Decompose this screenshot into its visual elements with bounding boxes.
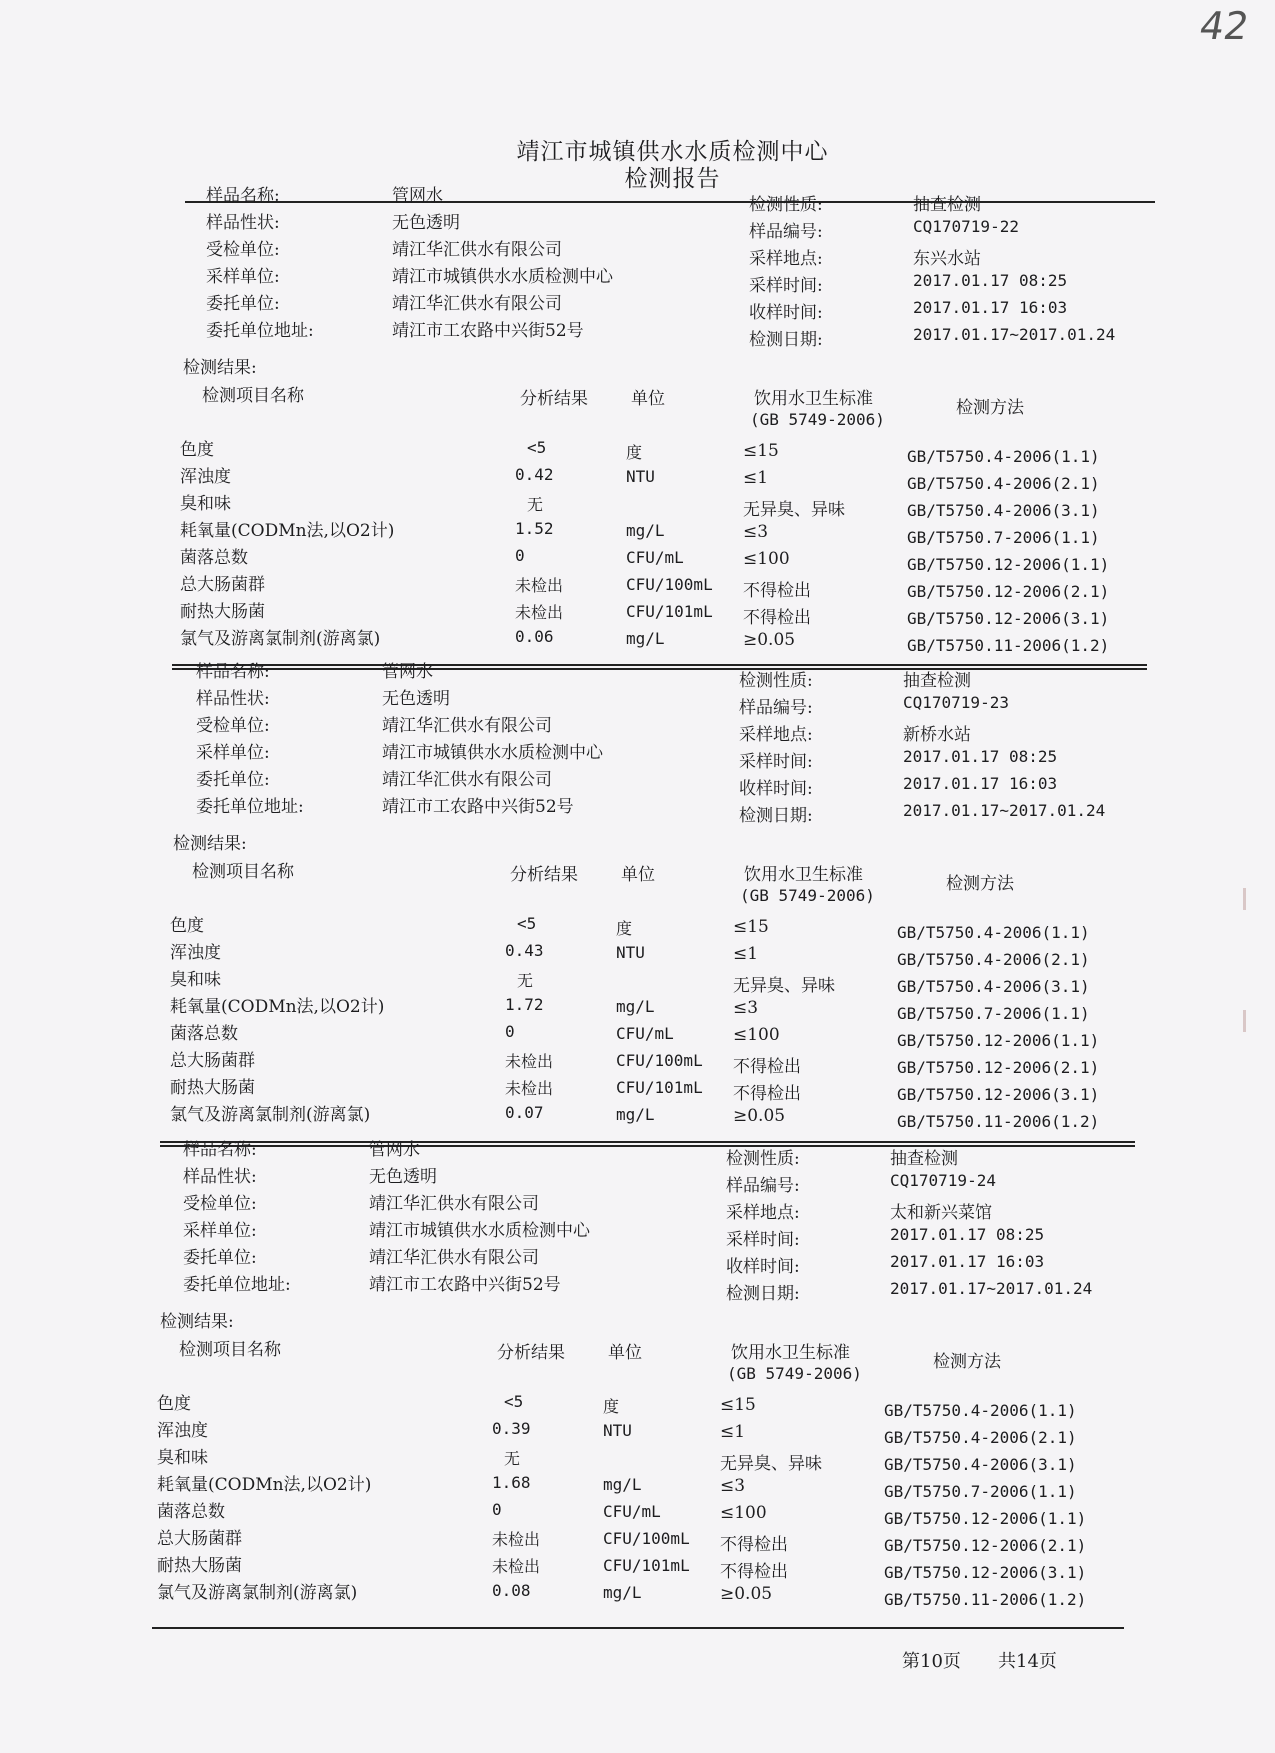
col-header-standard-ref: (GB 5749-2006) (750, 410, 885, 429)
item-name: 耗氧量(CODMn法,以O2计) (180, 521, 395, 541)
item-name: 耗氧量(CODMn法,以O2计) (157, 1475, 372, 1495)
sampling-site-value: 东兴水站 (913, 249, 981, 269)
client-address-value: 靖江市工农路中兴街52号 (382, 797, 574, 817)
receipt-time-value: 2017.01.17 16:03 (913, 298, 1068, 317)
sampling-unit-label: 采样单位: (196, 743, 270, 763)
item-result: 0.43 (505, 941, 544, 960)
inspected-unit-value: 靖江华汇供水有限公司 (392, 240, 562, 260)
item-name: 色度 (157, 1394, 191, 1414)
item-result: <5 (527, 438, 547, 457)
col-header-result: 分析结果 (497, 1343, 565, 1363)
test-date-value: 2017.01.17~2017.01.24 (913, 325, 1116, 344)
handwritten-page-note: 42 (1196, 4, 1253, 48)
item-name: 臭和味 (157, 1448, 208, 1468)
client-unit-label: 委托单位: (183, 1248, 257, 1268)
item-result: <5 (517, 914, 537, 933)
col-header-standard-ref: (GB 5749-2006) (727, 1364, 862, 1383)
document-subtitle: 检测报告 (624, 166, 721, 192)
client-unit-value: 靖江华汇供水有限公司 (369, 1248, 539, 1268)
col-header-result: 分析结果 (510, 865, 578, 885)
footer-rule (152, 1627, 1124, 1629)
item-limit: 不得检出 (733, 1084, 801, 1104)
col-header-item: 检测项目名称 (179, 1340, 281, 1360)
receipt-time-value: 2017.01.17 16:03 (890, 1252, 1045, 1271)
item-limit: ≥0.05 (733, 1106, 786, 1126)
sampling-time-label: 采样时间: (726, 1230, 800, 1250)
client-unit-label: 委托单位: (196, 770, 270, 790)
item-limit: ≤3 (743, 522, 769, 542)
item-method: GB/T5750.12-2006(1.1) (897, 1031, 1100, 1050)
col-header-standard: 饮用水卫生标准 (744, 865, 863, 885)
item-name: 耐热大肠菌 (157, 1556, 242, 1576)
item-result: 无 (527, 495, 544, 514)
item-name: 氯气及游离氯制剂(游离氯) (157, 1583, 358, 1603)
edge-mark (1243, 1010, 1246, 1032)
item-unit: CFU/mL (626, 548, 684, 567)
item-method: GB/T5750.12-2006(3.1) (884, 1563, 1087, 1582)
col-header-standard: 饮用水卫生标准 (754, 389, 873, 409)
item-result: <5 (504, 1392, 524, 1411)
sampling-time-label: 采样时间: (739, 752, 813, 772)
item-limit: 不得检出 (720, 1562, 788, 1582)
test-nature-value: 抽查检测 (890, 1149, 958, 1169)
item-unit: 度 (603, 1397, 620, 1416)
sampling-site-label: 采样地点: (739, 725, 813, 745)
sampling-time-label: 采样时间: (749, 276, 823, 296)
document-title: 靖江市城镇供水水质检测中心 (516, 139, 829, 165)
item-method: GB/T5750.7-2006(1.1) (884, 1482, 1077, 1501)
item-name: 总大肠菌群 (157, 1529, 242, 1549)
item-method: GB/T5750.4-2006(3.1) (907, 501, 1100, 520)
item-unit: CFU/100mL (626, 575, 713, 594)
item-limit: ≤1 (720, 1422, 746, 1442)
sample-name-value: 管网水 (392, 186, 443, 206)
item-unit: NTU (616, 943, 645, 962)
item-name: 耐热大肠菌 (180, 602, 265, 622)
sample-number-value: CQ170719-24 (890, 1171, 996, 1190)
col-header-unit: 单位 (621, 865, 655, 885)
col-header-standard-ref: (GB 5749-2006) (740, 886, 875, 905)
item-limit: ≤15 (743, 441, 779, 461)
results-heading: 检测结果: (160, 1312, 234, 1332)
item-unit: mg/L (616, 997, 655, 1016)
sample-state-value: 无色透明 (369, 1167, 437, 1187)
col-header-method: 检测方法 (933, 1352, 1001, 1372)
test-date-value: 2017.01.17~2017.01.24 (890, 1279, 1093, 1298)
item-name: 菌落总数 (157, 1502, 225, 1522)
item-unit: NTU (626, 467, 655, 486)
item-limit: ≤1 (733, 944, 759, 964)
item-limit: ≤1 (743, 468, 769, 488)
item-result: 未检出 (505, 1079, 554, 1098)
test-nature-label: 检测性质: (739, 671, 813, 691)
sample-name-label: 样品名称: (196, 662, 270, 682)
item-method: GB/T5750.11-2006(1.2) (884, 1590, 1087, 1609)
item-limit: ≥0.05 (743, 630, 796, 650)
sample-name-label: 样品名称: (183, 1140, 257, 1160)
item-method: GB/T5750.4-2006(1.1) (897, 923, 1090, 942)
item-limit: ≥0.05 (720, 1584, 773, 1604)
item-name: 菌落总数 (170, 1024, 238, 1044)
item-name: 色度 (180, 440, 214, 460)
sampling-site-label: 采样地点: (726, 1203, 800, 1223)
item-result: 0 (515, 546, 525, 565)
item-limit: ≤100 (743, 549, 790, 569)
sample-state-value: 无色透明 (392, 213, 460, 233)
item-result: 0 (492, 1500, 502, 1519)
item-unit: CFU/100mL (616, 1051, 703, 1070)
col-header-unit: 单位 (608, 1343, 642, 1363)
client-address-label: 委托单位地址: (206, 321, 314, 341)
sample-number-label: 样品编号: (726, 1176, 800, 1196)
item-result: 1.72 (505, 995, 544, 1014)
item-unit: CFU/mL (603, 1502, 661, 1521)
item-unit: NTU (603, 1421, 632, 1440)
item-result: 未检出 (492, 1557, 541, 1576)
item-method: GB/T5750.12-2006(2.1) (897, 1058, 1100, 1077)
sample-state-label: 样品性状: (196, 689, 270, 709)
item-unit: CFU/mL (616, 1024, 674, 1043)
client-unit-value: 靖江华汇供水有限公司 (392, 294, 562, 314)
receipt-time-value: 2017.01.17 16:03 (903, 774, 1058, 793)
item-result: 无 (504, 1449, 521, 1468)
item-result: 1.52 (515, 519, 554, 538)
sample-state-value: 无色透明 (382, 689, 450, 709)
sampling-unit-value: 靖江市城镇供水水质检测中心 (382, 743, 603, 763)
sampling-time-value: 2017.01.17 08:25 (903, 747, 1058, 766)
item-method: GB/T5750.12-2006(1.1) (907, 555, 1110, 574)
item-unit: CFU/101mL (626, 602, 713, 621)
item-name: 浑浊度 (180, 467, 231, 487)
sample-name-label: 样品名称: (206, 186, 280, 206)
item-method: GB/T5750.4-2006(3.1) (884, 1455, 1077, 1474)
sampling-site-label: 采样地点: (749, 249, 823, 269)
item-unit: mg/L (616, 1105, 655, 1124)
item-method: GB/T5750.12-2006(3.1) (897, 1085, 1100, 1104)
sample-number-value: CQ170719-22 (913, 217, 1019, 236)
item-name: 色度 (170, 916, 204, 936)
sampling-unit-value: 靖江市城镇供水水质检测中心 (369, 1221, 590, 1241)
item-name: 耐热大肠菌 (170, 1078, 255, 1098)
client-address-label: 委托单位地址: (183, 1275, 291, 1295)
sample-name-value: 管网水 (369, 1140, 420, 1160)
total-pages: 共14页 (998, 1651, 1057, 1672)
item-unit: mg/L (603, 1475, 642, 1494)
item-limit: ≤3 (720, 1476, 746, 1496)
test-date-label: 检测日期: (726, 1284, 800, 1304)
item-result: 无 (517, 971, 534, 990)
item-unit: mg/L (626, 521, 665, 540)
item-name: 菌落总数 (180, 548, 248, 568)
test-date-label: 检测日期: (739, 806, 813, 826)
item-method: GB/T5750.12-2006(1.1) (884, 1509, 1087, 1528)
item-result: 0.08 (492, 1581, 531, 1600)
item-limit: ≤100 (733, 1025, 780, 1045)
item-limit: 无异臭、异味 (733, 976, 835, 996)
sample-state-label: 样品性状: (206, 213, 280, 233)
sample-report-1 (180, 186, 1180, 655)
col-header-item: 检测项目名称 (202, 386, 304, 406)
col-header-unit: 单位 (631, 389, 665, 409)
sample-number-label: 样品编号: (749, 222, 823, 242)
sampling-unit-label: 采样单位: (183, 1221, 257, 1241)
sample-report-2 (170, 662, 1170, 1131)
item-method: GB/T5750.11-2006(1.2) (907, 636, 1110, 655)
item-name: 氯气及游离氯制剂(游离氯) (170, 1105, 371, 1125)
test-nature-value: 抽查检测 (913, 195, 981, 215)
item-result: 0.07 (505, 1103, 544, 1122)
col-header-method: 检测方法 (946, 874, 1014, 894)
item-result: 0.42 (515, 465, 554, 484)
results-heading: 检测结果: (173, 834, 247, 854)
inspected-unit-value: 靖江华汇供水有限公司 (369, 1194, 539, 1214)
sample-name-value: 管网水 (382, 662, 433, 682)
sample-state-label: 样品性状: (183, 1167, 257, 1187)
col-header-result: 分析结果 (520, 389, 588, 409)
item-unit: 度 (616, 919, 633, 938)
item-result: 0.06 (515, 627, 554, 646)
item-unit: CFU/101mL (616, 1078, 703, 1097)
client-address-value: 靖江市工农路中兴街52号 (369, 1275, 561, 1295)
item-limit: 无异臭、异味 (720, 1454, 822, 1474)
test-nature-value: 抽查检测 (903, 671, 971, 691)
client-address-label: 委托单位地址: (196, 797, 304, 817)
item-limit: ≤3 (733, 998, 759, 1018)
item-method: GB/T5750.12-2006(2.1) (884, 1536, 1087, 1555)
item-method: GB/T5750.4-2006(2.1) (907, 474, 1100, 493)
item-name: 氯气及游离氯制剂(游离氯) (180, 629, 381, 649)
sampling-unit-label: 采样单位: (206, 267, 280, 287)
sampling-unit-value: 靖江市城镇供水水质检测中心 (392, 267, 613, 287)
item-name: 浑浊度 (170, 943, 221, 963)
receipt-time-label: 收样时间: (749, 303, 823, 323)
item-limit: 不得检出 (743, 608, 811, 628)
client-unit-label: 委托单位: (206, 294, 280, 314)
item-result: 0 (505, 1022, 515, 1041)
col-header-standard: 饮用水卫生标准 (731, 1343, 850, 1363)
item-limit: 不得检出 (720, 1535, 788, 1555)
item-name: 总大肠菌群 (170, 1051, 255, 1071)
item-result: 0.39 (492, 1419, 531, 1438)
item-limit: 无异臭、异味 (743, 500, 845, 520)
item-unit: CFU/100mL (603, 1529, 690, 1548)
sampling-time-value: 2017.01.17 08:25 (890, 1225, 1045, 1244)
item-method: GB/T5750.12-2006(3.1) (907, 609, 1110, 628)
item-method: GB/T5750.4-2006(2.1) (884, 1428, 1077, 1447)
item-result: 1.68 (492, 1473, 531, 1492)
item-name: 臭和味 (170, 970, 221, 990)
item-name: 臭和味 (180, 494, 231, 514)
inspected-unit-label: 受检单位: (196, 716, 270, 736)
col-header-method: 检测方法 (956, 398, 1024, 418)
col-header-item: 检测项目名称 (192, 862, 294, 882)
item-result: 未检出 (515, 576, 564, 595)
item-unit: CFU/101mL (603, 1556, 690, 1575)
edge-mark (1243, 888, 1246, 910)
item-unit: 度 (626, 443, 643, 462)
page-number: 第10页 (902, 1651, 961, 1672)
item-method: GB/T5750.7-2006(1.1) (897, 1004, 1090, 1023)
item-limit: 不得检出 (743, 581, 811, 601)
receipt-time-label: 收样时间: (739, 779, 813, 799)
test-nature-label: 检测性质: (726, 1149, 800, 1169)
sampling-site-value: 新桥水站 (903, 725, 971, 745)
item-method: GB/T5750.11-2006(1.2) (897, 1112, 1100, 1131)
results-heading: 检测结果: (183, 358, 257, 378)
test-date-label: 检测日期: (749, 330, 823, 350)
item-result: 未检出 (505, 1052, 554, 1071)
item-method: GB/T5750.7-2006(1.1) (907, 528, 1100, 547)
item-limit: ≤15 (733, 917, 769, 937)
item-method: GB/T5750.12-2006(2.1) (907, 582, 1110, 601)
inspected-unit-label: 受检单位: (206, 240, 280, 260)
item-method: GB/T5750.4-2006(3.1) (897, 977, 1090, 996)
item-name: 浑浊度 (157, 1421, 208, 1441)
item-result: 未检出 (492, 1530, 541, 1549)
test-date-value: 2017.01.17~2017.01.24 (903, 801, 1106, 820)
item-result: 未检出 (515, 603, 564, 622)
item-limit: ≤15 (720, 1395, 756, 1415)
item-limit: 不得检出 (733, 1057, 801, 1077)
sampling-time-value: 2017.01.17 08:25 (913, 271, 1068, 290)
sample-number-label: 样品编号: (739, 698, 813, 718)
item-limit: ≤100 (720, 1503, 767, 1523)
item-unit: mg/L (626, 629, 665, 648)
sampling-site-value: 太和新兴菜馆 (890, 1203, 992, 1223)
item-method: GB/T5750.4-2006(1.1) (884, 1401, 1077, 1420)
sample-report-3 (157, 1140, 1157, 1609)
item-method: GB/T5750.4-2006(2.1) (897, 950, 1090, 969)
test-nature-label: 检测性质: (749, 195, 823, 215)
client-address-value: 靖江市工农路中兴街52号 (392, 321, 584, 341)
item-method: GB/T5750.4-2006(1.1) (907, 447, 1100, 466)
receipt-time-label: 收样时间: (726, 1257, 800, 1277)
item-name: 总大肠菌群 (180, 575, 265, 595)
client-unit-value: 靖江华汇供水有限公司 (382, 770, 552, 790)
sample-number-value: CQ170719-23 (903, 693, 1009, 712)
inspected-unit-label: 受检单位: (183, 1194, 257, 1214)
item-unit: mg/L (603, 1583, 642, 1602)
item-name: 耗氧量(CODMn法,以O2计) (170, 997, 385, 1017)
inspected-unit-value: 靖江华汇供水有限公司 (382, 716, 552, 736)
